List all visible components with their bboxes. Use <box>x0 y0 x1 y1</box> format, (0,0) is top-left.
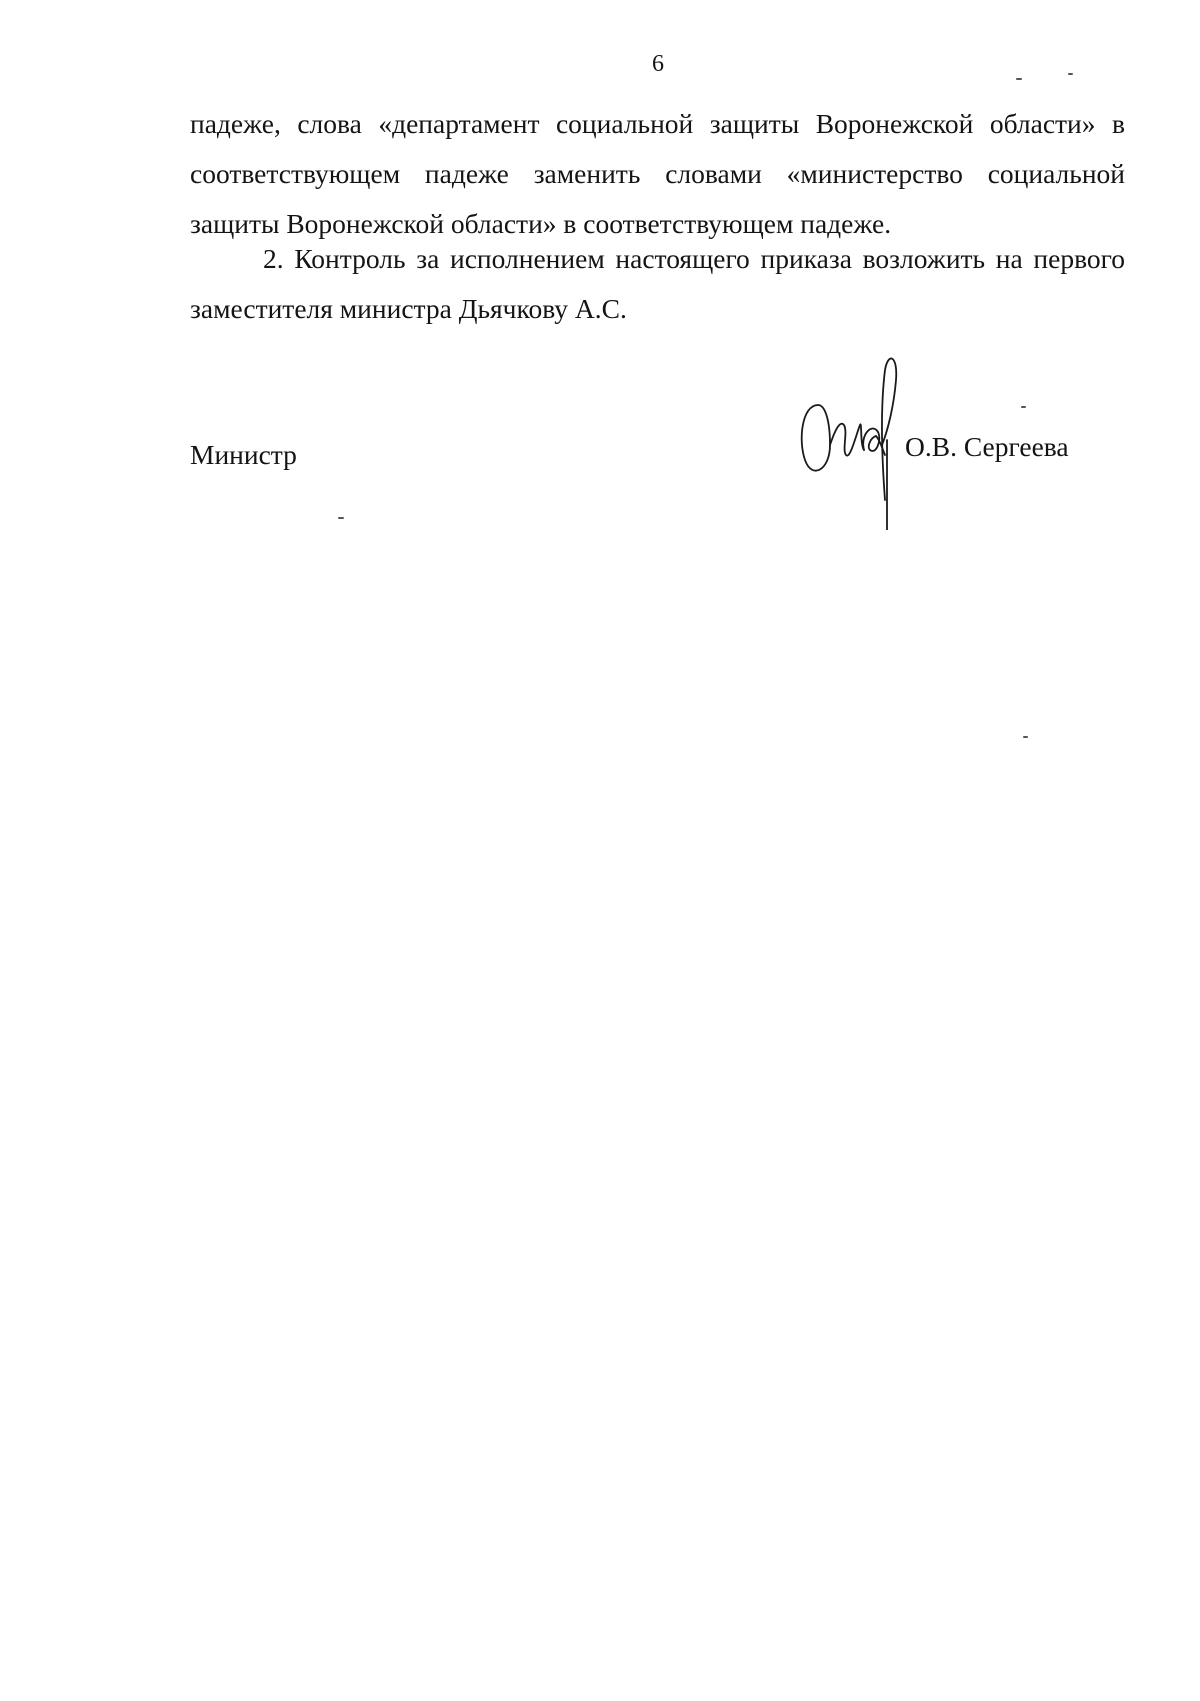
signatory-title: Министр <box>190 439 297 470</box>
handwritten-signature-icon <box>790 350 920 530</box>
scan-speck <box>1023 736 1028 738</box>
paragraph-item-2: 2. Контроль за исполнением настоящего приказа возложить на первого заместителя министра Дьячкову А.С. <box>190 243 1125 324</box>
signatory-name: О.В. Сергеева <box>905 431 1069 462</box>
scan-speck <box>1068 73 1073 75</box>
paragraph-continuation: падеже, слова «департамент социальной защиты Воронежской области» в соответствующем падеже заменить словами «министерство социальной защиты Воронежской области» в соответствующем падеже. <box>190 108 1125 239</box>
scan-speck <box>338 517 344 519</box>
scan-speck <box>1021 406 1026 408</box>
scan-speck <box>1016 78 1022 80</box>
page-number: 6 <box>652 51 664 77</box>
